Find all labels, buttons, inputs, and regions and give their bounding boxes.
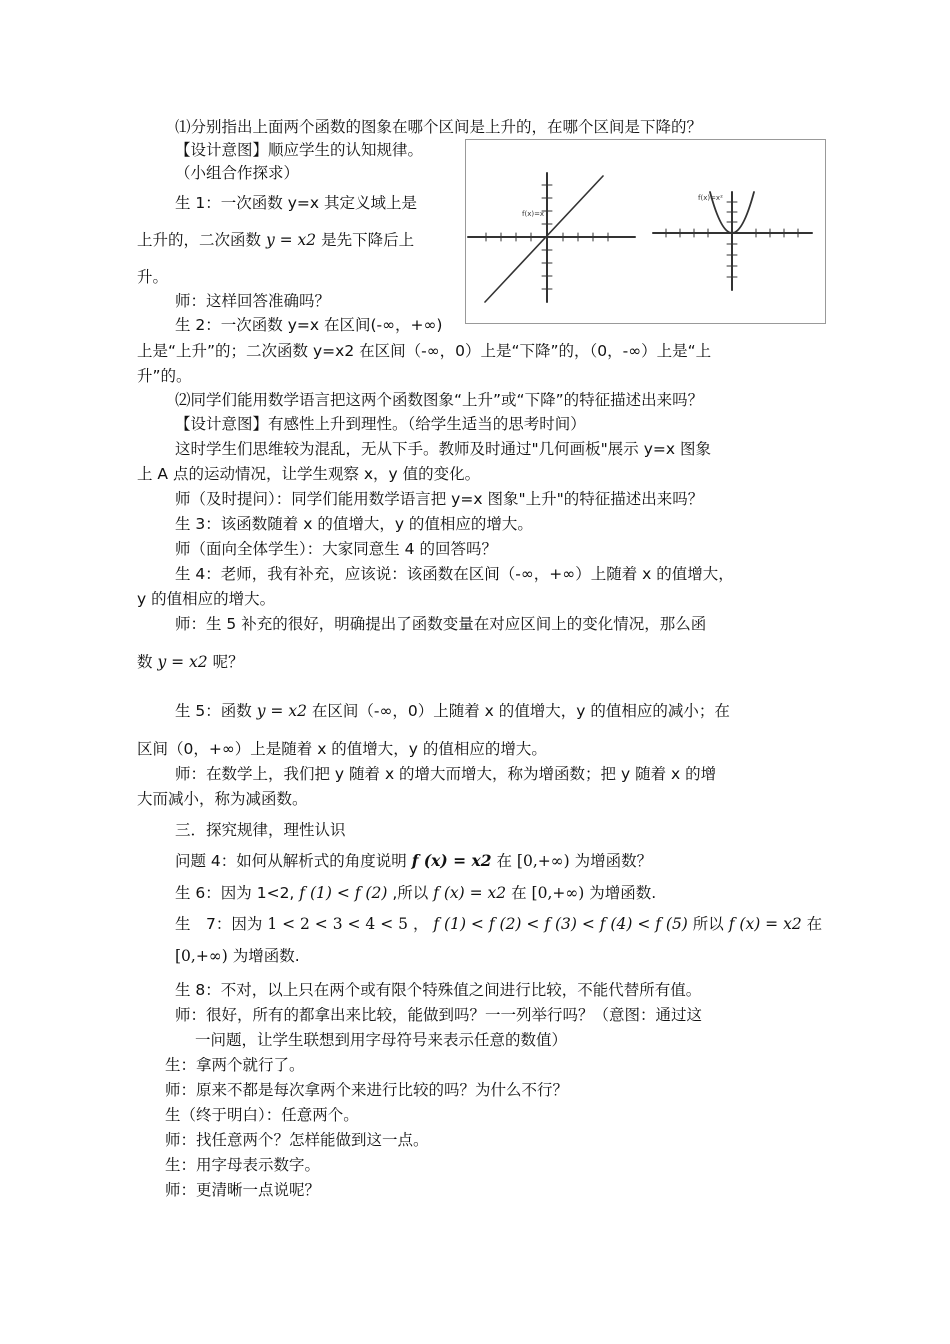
math-f1-lt-f2: f (1) < f (2): [299, 884, 388, 902]
student-1-line-2: 上升的，二次函数 y = x2 是先下降后上: [137, 231, 415, 249]
quadratic-graph: [653, 192, 812, 290]
student-9: 生：拿两个就行了。: [165, 1056, 305, 1074]
student-10: 生（终于明白）：任意两个。: [165, 1106, 359, 1124]
line-y-eq-x: [485, 176, 603, 302]
teacher-4-line-2: 数 y = x2 呢？: [137, 653, 244, 671]
student-2-line-3: 升”的。: [137, 367, 192, 385]
question-2: ⑵同学们能用数学语言把这两个函数图象“上升”或“下降”的特征描述出来吗？: [175, 391, 704, 409]
math-f-x-eq-x2: f (x) = x2: [433, 884, 507, 902]
function-graphs-figure: [465, 139, 826, 324]
math-inequality-chain: 1 < 2 < 3 < 4 < 5: [267, 915, 408, 933]
student-7-line-1: 生 7：因为 1 < 2 < 3 < 4 < 5 ， f (1) < f (2) < f (3) < f (4) < f (5) 所以 f (x) = x2 在: [175, 915, 823, 933]
student-3: 生 3：该函数随着 x 的值增大，y 的值相应的增大。: [175, 515, 533, 533]
math-interval: [0,+∞): [531, 884, 585, 902]
math-f-x-eq-x2: f (x) = x2: [411, 851, 492, 870]
student-1-line-1: 生 1：一次函数 y=x 其定义域上是: [175, 194, 417, 212]
teacher-6-line-2: 一问题，让学生联想到用字母符号来表示任意的数值）: [195, 1031, 568, 1049]
student-8: 生 8：不对，以上只在两个或有限个特殊值之间进行比较，不能代替所有值。: [175, 981, 702, 999]
teacher-8: 师：找任意两个？怎样能做到这一点。: [165, 1131, 429, 1149]
design-intent-2: 【设计意图】有感性上升到理性。（给学生适当的思考时间）: [175, 415, 586, 433]
student-1-line-3: 升。: [137, 268, 169, 286]
math-y-eq-x2: y = x2: [265, 231, 317, 249]
section-heading-3: 三．探究规律，理性认识: [175, 821, 346, 839]
student-11: 生：用字母表示数字。: [165, 1156, 321, 1174]
left-graph-label: f(x)=x: [522, 210, 545, 218]
teacher-6-line-1: 师：很好，所有的都拿出来比较，能做到吗？一一列举行吗？（意图：通过这: [175, 1006, 703, 1024]
student-5-line-2: 区间（0，+∞）上是随着 x 的值增大，y 的值相应的增大。: [137, 740, 547, 758]
teacher-7: 师：原来不都是每次拿两个来进行比较的吗？为什么不行？: [165, 1081, 569, 1099]
design-intent-1: 【设计意图】顺应学生的认知规律。: [175, 141, 424, 159]
teacher-2: 师（及时提问）：同学们能用数学语言把 y=x 图象"上升"的特征描述出来吗？: [175, 490, 704, 508]
teacher-3: 师（面向全体学生）：大家同意生 4 的回答吗？: [175, 540, 497, 558]
teacher-4-line-1: 师：生 5 补充的很好，明确提出了函数变量在对应区间上的变化情况，那么函: [175, 615, 707, 633]
question-4: 问题 4：如何从解析式的角度说明 f (x) = x2 在 [0,+∞) 为增函数？: [175, 851, 653, 870]
teacher-5-line-2: 大而减小，称为减函数。: [137, 790, 308, 808]
student-4-line-1: 生 4：老师，我有补充，应该说：该函数在区间（-∞，+∞）上随着 x 的值增大，: [175, 565, 734, 583]
paragraph-1-line-2: 上 A 点的运动情况，让学生观察 x，y 值的变化。: [137, 465, 481, 483]
math-y-eq-x2: y = x2: [157, 653, 208, 671]
function-graphs-svg: [466, 140, 825, 323]
student-5-line-1: 生 5：函数 y = x2 在区间（-∞，0）上随着 x 的值增大，y 的值相应的减小；在: [175, 702, 730, 720]
linear-graph: [468, 173, 635, 302]
teacher-9: 师：更清晰一点说呢？: [165, 1181, 321, 1199]
right-graph-label: f(x)=x²: [698, 194, 723, 202]
student-4-line-2: y 的值相应的增大。: [137, 590, 276, 608]
math-y-eq-x2: y = x2: [256, 702, 307, 720]
student-2-line-2: 上是“上升”的；二次函数 y=x2 在区间（-∞，0）上是“下降”的，（0，-∞）上是“上: [137, 342, 712, 360]
math-interval: [0,+∞): [516, 852, 570, 870]
student-2-line-1: 生 2：一次函数 y=x 在区间(-∞，+∞): [175, 316, 443, 334]
teacher-5-line-1: 师：在数学上，我们把 y 随着 x 的增大而增大，称为增函数；把 y 随着 x 的增: [175, 765, 717, 783]
math-f-x-eq-x2: f (x) = x2: [728, 915, 802, 933]
student-7-line-2: [0,+∞) 为增函数.: [175, 947, 300, 965]
math-f-inequality-chain: f (1) < f (2) < f (3) < f (4) < f (5): [433, 915, 688, 933]
teacher-1: 师：这样回答准确吗？: [175, 292, 331, 310]
question-1: ⑴分别指出上面两个函数的图象在哪个区间是上升的，在哪个区间是下降的？: [175, 118, 703, 136]
math-interval: [0,+∞): [175, 947, 228, 965]
student-6: 生 6：因为 1<2, f (1) < f (2) ,所以 f (x) = x2 在 [0,+∞) 为增函数.: [175, 884, 657, 902]
design-intent-1-note: （小组合作探求）: [175, 164, 300, 182]
paragraph-1-line-1: 这时学生们思维较为混乱，无从下手。教师及时通过"几何画板"展示 y=x 图象: [175, 440, 711, 458]
